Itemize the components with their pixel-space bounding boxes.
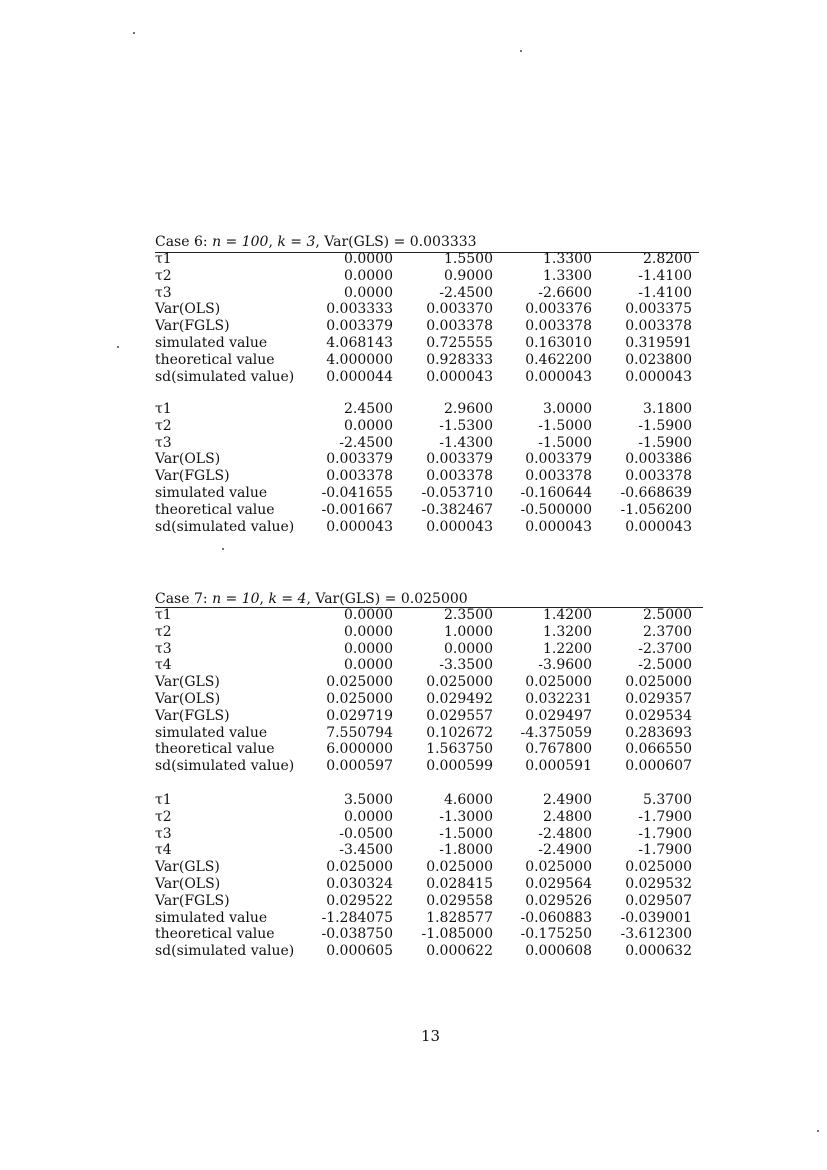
table-cell: 0.000622 [426,943,493,960]
row-label: τ1 [155,401,172,417]
table-cell: 0.003333 [326,301,393,318]
table-cell: 2.4900 [543,792,592,808]
table-cell: 0.003375 [625,301,692,318]
case-6-table [155,234,705,544]
table-cell: -0.0500 [339,825,393,842]
table-cell: 0.025000 [525,674,592,691]
table-cell: -3.9600 [538,657,592,674]
row-label: τ4 [155,842,172,859]
row-label: τ2 [155,808,172,825]
row-label: sd(simulated value) [155,518,295,535]
table-cell: 0.319591 [625,335,692,351]
table-cell: 0.003378 [426,318,493,335]
row-label: Var(OLS) [155,301,221,318]
table-row [155,809,700,826]
table-cell: 1.2200 [543,640,592,657]
row-label: τ3 [155,825,172,842]
table-cell: 0.025000 [426,859,493,876]
row-label: theoretical value [155,926,275,943]
table-cell: -0.039001 [620,909,692,926]
table-cell: -1.056200 [620,501,692,518]
table-cell: 0.0000 [344,657,393,674]
table-row [155,842,700,859]
row-label: τ3 [155,434,172,451]
page-number: 13 [421,1027,441,1045]
table-cell: 0.003378 [525,318,592,335]
table-cell: 0.000591 [525,758,592,775]
table-cell: 0.025000 [525,859,592,876]
row-label: Var(GLS) [155,674,220,691]
table-cell: 0.0000 [344,267,393,284]
table-cell: -0.060883 [520,909,592,926]
table-cell: 0.000043 [326,518,393,535]
table-cell: 0.003378 [625,468,692,485]
table-row [155,943,700,960]
table-row [155,826,700,843]
table-cell: 0.000597 [326,758,393,775]
table-cell: 0.000043 [525,518,592,535]
row-label: sd(simulated value) [155,368,295,385]
table-row [155,418,700,435]
table-cell: -1.5000 [538,417,592,434]
table-cell: -1.4100 [638,284,692,301]
table-cell: -2.4800 [538,825,592,842]
table-cell: 0.029564 [525,876,592,892]
table-row [155,607,700,624]
table-cell: 3.1800 [643,401,692,417]
row-label: Var(FGLS) [155,707,230,724]
table-cell: 0.029526 [525,892,592,909]
row-label: τ1 [155,792,172,808]
table-row [155,859,700,876]
table-cell: 0.000044 [326,368,393,385]
table-cell: 2.3500 [444,607,493,623]
table-cell: 1.828577 [426,909,493,926]
row-label: τ3 [155,284,172,301]
table-cell: 0.000607 [625,758,692,775]
table-cell: -2.4900 [538,842,592,859]
table-cell: 0.066550 [625,741,692,758]
table-cell: 0.003379 [426,451,493,468]
table-cell: 0.000608 [525,943,592,960]
table-cell: -0.053710 [421,485,493,501]
table-cell: -2.4500 [339,434,393,451]
table-cell: 0.023800 [625,351,692,368]
table-cell: 0.9000 [444,267,493,284]
table-cell: -1.4300 [439,434,493,451]
table-row [155,435,700,452]
table-cell: 0.003386 [625,451,692,468]
table-cell: 7.550794 [326,724,393,741]
table-cell: 1.3300 [543,251,592,267]
table-cell: -1.085000 [421,926,493,943]
table-cell: 0.003378 [326,468,393,485]
table-cell: 0.0000 [344,251,393,267]
table-cell: -2.3700 [638,640,692,657]
table-cell: 0.003378 [525,468,592,485]
row-label: theoretical value [155,741,275,758]
table-cell: 1.5500 [444,251,493,267]
table-row [155,285,700,302]
row-label: τ1 [155,607,172,623]
table-row [155,910,700,927]
table-row [155,691,700,708]
table-cell: 0.003378 [426,468,493,485]
table-cell: -1.5000 [538,434,592,451]
table-cell: 0.0000 [444,640,493,657]
table-cell: 0.003379 [326,451,393,468]
table-cell: -0.160644 [520,485,592,501]
caption-k: k = 3 [277,234,316,250]
table-cell: 0.025000 [625,674,692,691]
row-label: simulated value [155,724,268,741]
table-cell: 0.003378 [625,318,692,335]
row-label: τ1 [155,251,172,267]
table-cell: 0.0000 [344,417,393,434]
caption-n: n = 10 [212,591,260,607]
table-cell: 0.928333 [426,351,493,368]
table-cell: 0.000043 [525,368,592,385]
table-cell: 4.000000 [326,351,393,368]
row-label: τ4 [155,657,172,674]
table-row [155,876,700,893]
table-cell: 1.0000 [444,623,493,640]
table-cell: -2.5000 [638,657,692,674]
row-label: τ2 [155,623,172,640]
table-cell: 0.025000 [326,674,393,691]
table-cell: -1.7900 [638,842,692,859]
table-cell: 0.028415 [426,876,493,892]
table-row [155,708,700,725]
case-7-table [155,591,707,971]
table-cell: 0.003379 [525,451,592,468]
table-cell: 1.563750 [426,741,493,758]
table-cell: 0.0000 [344,607,393,623]
table-cell: 4.6000 [444,792,493,808]
table-row [155,485,700,502]
table-row [155,268,700,285]
table-cell: 1.3200 [543,623,592,640]
table-cell: 0.003370 [426,301,493,318]
row-label: simulated value [155,335,268,351]
caption-var-gls: Var(GLS) = 0.003333 [324,234,477,250]
table-row [155,318,700,335]
table-cell: -1.5900 [638,434,692,451]
table-cell: 5.3700 [643,792,692,808]
table-cell: 0.462200 [525,351,592,368]
table-cell: -3.3500 [439,657,493,674]
table-cell: -1.7900 [638,808,692,825]
scan-speck [817,1130,819,1132]
table-cell: -3.4500 [339,842,393,859]
table-cell: 2.4500 [344,401,393,417]
row-label: Var(OLS) [155,451,221,468]
table-cell: 0.003376 [525,301,592,318]
table-row [155,893,700,910]
table-cell: -0.500000 [520,501,592,518]
row-label: Var(FGLS) [155,892,230,909]
table-row [155,451,700,468]
table-cell: 0.029357 [625,691,692,707]
table-cell: -1.5300 [439,417,493,434]
table-cell: 0.032231 [525,691,592,707]
table-cell: 0.029497 [525,707,592,724]
table-cell: -4.375059 [520,724,592,741]
table-cell: -1.5900 [638,417,692,434]
table-row [155,741,700,758]
row-label: simulated value [155,485,268,501]
table-row [155,657,700,674]
caption-k: k = 4 [268,591,307,607]
table-cell: 0.029492 [426,691,493,707]
table-cell: 0.003379 [326,318,393,335]
table-cell: -1.284075 [321,909,393,926]
row-label: theoretical value [155,501,275,518]
table-cell: 0.725555 [426,335,493,351]
table-cell: 2.4800 [543,808,592,825]
table-cell: 0.029719 [326,707,393,724]
table-cell: 0.0000 [344,640,393,657]
table-cell: 3.0000 [543,401,592,417]
row-label: theoretical value [155,351,275,368]
table-cell: 2.5000 [643,607,692,623]
scan-speck [133,32,135,34]
table-cell: 0.000043 [625,518,692,535]
table-row [155,401,700,418]
table-row [155,758,700,775]
table-caption: Case 6: n = 100, k = 3, Var(GLS) = 0.003333 [155,234,477,250]
table-row [155,674,700,691]
table-cell: 0.029534 [625,707,692,724]
table-cell: 0.025000 [326,859,393,876]
table-cell: 6.000000 [326,741,393,758]
table-cell: 0.029507 [625,892,692,909]
row-label: Var(FGLS) [155,468,230,485]
table-cell: 0.000605 [326,943,393,960]
caption-prefix: Case 7: [155,591,213,607]
table-row [155,369,700,386]
table-cell: -1.3000 [439,808,493,825]
table-row [155,335,700,352]
table-cell: 2.9600 [444,401,493,417]
table-cell: 2.8200 [643,251,692,267]
table-cell: 0.000043 [426,368,493,385]
row-label: Var(OLS) [155,876,221,892]
table-cell: -3.612300 [620,926,692,943]
table-row [155,624,700,641]
table-cell: -2.6600 [538,284,592,301]
table-cell: 0.029532 [625,876,692,892]
table-cell: 0.030324 [326,876,393,892]
table-cell: -0.041655 [321,485,393,501]
row-label: sd(simulated value) [155,758,295,775]
table-cell: -0.668639 [620,485,692,501]
table-cell: 0.025000 [426,674,493,691]
row-label: sd(simulated value) [155,943,295,960]
scan-speck [222,548,224,550]
table-row [155,352,700,369]
row-label: τ2 [155,417,172,434]
table-cell: -1.8000 [439,842,493,859]
table-cell: -0.038750 [321,926,393,943]
table-cell: -2.4500 [439,284,493,301]
table-cell: 0.029558 [426,892,493,909]
table-cell: 3.5000 [344,792,393,808]
table-cell: 0.025000 [326,691,393,707]
table-cell: -0.382467 [421,501,493,518]
row-label: τ3 [155,640,172,657]
table-cell: 0.029557 [426,707,493,724]
table-row [155,641,700,658]
row-label: τ2 [155,267,172,284]
caption-prefix: Case 6: [155,234,213,250]
caption-var-gls: Var(GLS) = 0.025000 [315,591,468,607]
row-label: Var(GLS) [155,859,220,876]
table-cell: 1.3300 [543,267,592,284]
scan-speck [117,346,119,348]
table-row [155,468,700,485]
table-cell: 0.029522 [326,892,393,909]
caption-n: n = 100 [212,234,269,250]
table-cell: 0.0000 [344,284,393,301]
table-cell: 4.068143 [326,335,393,351]
table-row [155,251,700,268]
table-cell: 0.0000 [344,623,393,640]
table-cell: 0.0000 [344,808,393,825]
table-cell: 1.4200 [543,607,592,623]
table-row [155,502,700,519]
table-cell: 2.3700 [643,623,692,640]
table-cell: 0.163010 [525,335,592,351]
table-cell: -1.7900 [638,825,692,842]
table-cell: 0.000632 [625,943,692,960]
table-cell: -0.175250 [520,926,592,943]
scan-speck [520,50,522,52]
table-cell: -0.001667 [321,501,393,518]
table-row [155,301,700,318]
table-row [155,725,700,742]
table-cell: 0.000043 [426,518,493,535]
table-row [155,519,700,536]
table-cell: 0.025000 [625,859,692,876]
row-label: Var(FGLS) [155,318,230,335]
table-caption: Case 7: n = 10, k = 4, Var(GLS) = 0.025000 [155,591,468,607]
table-cell: -1.4100 [638,267,692,284]
table-cell: -1.5000 [439,825,493,842]
table-row [155,792,700,809]
table-cell: 0.000043 [625,368,692,385]
table-cell: 0.767800 [525,741,592,758]
table-row [155,926,700,943]
table-cell: 0.283693 [625,724,692,741]
row-label: simulated value [155,909,268,926]
table-cell: 0.102672 [426,724,493,741]
row-label: Var(OLS) [155,691,221,707]
table-cell: 0.000599 [426,758,493,775]
